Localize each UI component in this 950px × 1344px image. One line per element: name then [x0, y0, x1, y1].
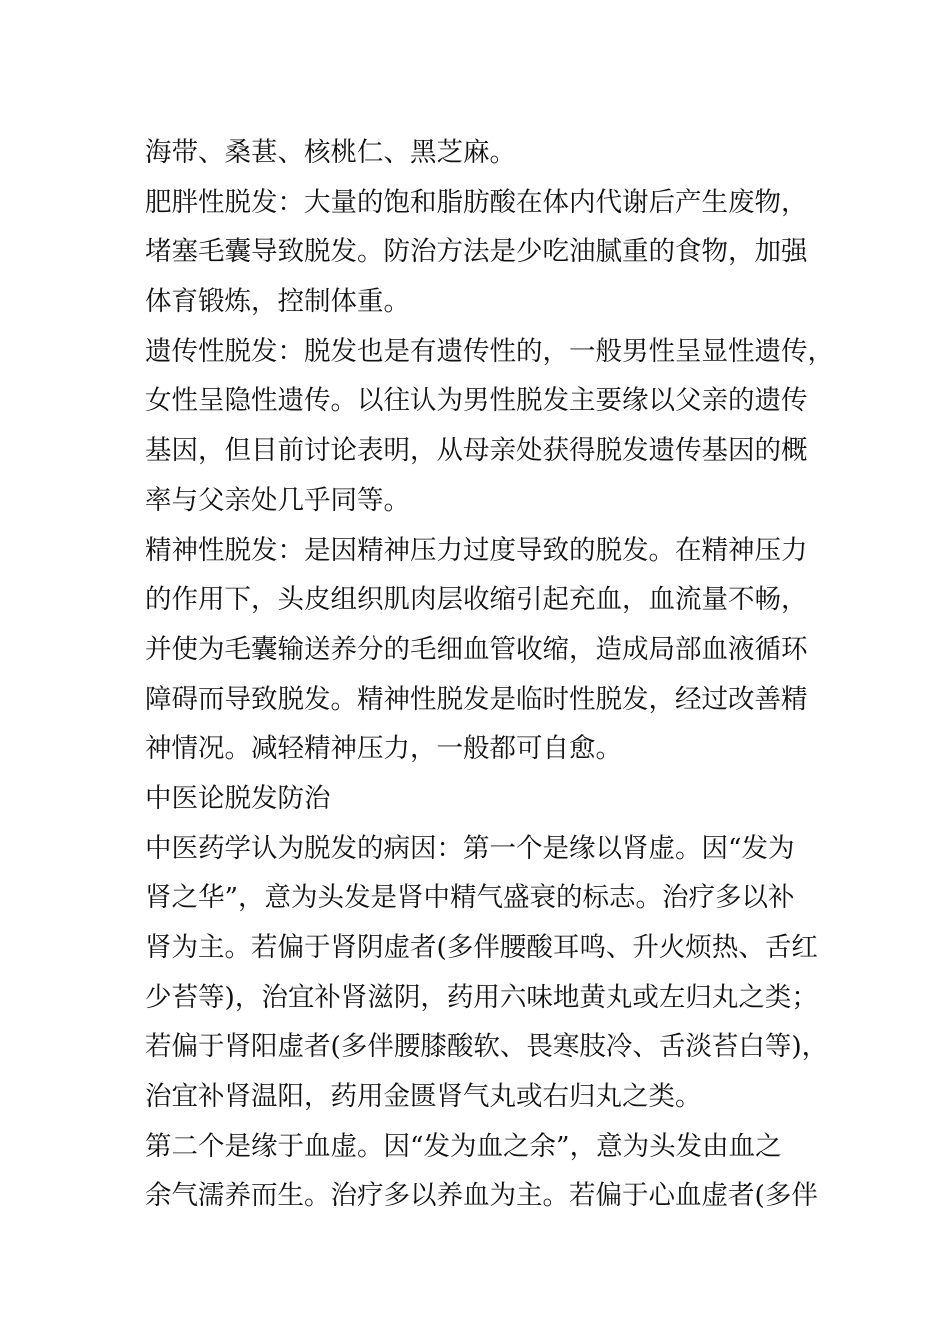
text-line: 率与父亲处几乎同等。 — [145, 484, 410, 516]
text-line: 海带、桑葚、核桃仁、黑芝麻。 — [145, 137, 516, 168]
text-line: 精神性脱发：是因精神压力过度导致的脱发。在精神压力 — [145, 534, 808, 566]
text-line: 堵塞毛囊导致脱发。防治方法是少吃油腻重的食物，加强 — [145, 236, 808, 268]
text-line: 遗传性脱发：脱发也是有遗传性的，一般男性呈显性遗传， — [145, 335, 834, 367]
text-line: 障碍而导致脱发。精神性脱发是临时性脱发，经过改善精 — [145, 683, 808, 715]
text-line: 肥胖性脱发：大量的饱和脂肪酸在体内代谢后产生废物， — [145, 186, 808, 218]
text-line: 并使为毛囊输送养分的毛细血管收缩，造成局部血液循环 — [145, 633, 808, 665]
text-line: 若偏于肾阳虚者(多伴腰膝酸软、畏寒肢冷、舌淡苔白等)， — [145, 1031, 829, 1063]
text-line: 中医药学认为脱发的病因：第一个是缘以肾虚。因“发为 — [145, 832, 795, 864]
text-line: 治宜补肾温阳，药用金匮肾气丸或右归丸之类。 — [145, 1081, 702, 1113]
text-line: 肾之华”，意为头发是肾中精气盛衰的标志。治疗多以补 — [145, 882, 795, 914]
text-line: 神情况。减轻精神压力，一般都可自愈。 — [145, 733, 622, 765]
section-heading: 中医论脱发防治 — [145, 782, 331, 814]
text-line: 基因，但目前讨论表明，从母亲处获得脱发遗传基因的概 — [145, 435, 808, 467]
text-line: 肾为主。若偏于肾阴虚者(多伴腰酸耳鸣、升火烦热、舌红 — [145, 932, 818, 963]
text-line: 的作用下，头皮组织肌肉层收缩引起充血，血流量不畅， — [145, 584, 808, 616]
text-line: 女性呈隐性遗传。以往认为男性脱发主要缘以父亲的遗传 — [145, 385, 808, 417]
text-line: 余气濡养而生。治疗多以养血为主。若偏于心血虚者(多伴 — [145, 1180, 818, 1212]
text-line: 第二个是缘于血虚。因“发为血之余”，意为头发由血之 — [145, 1130, 782, 1162]
body-text — [145, 128, 834, 1221]
text-line: 少苔等)，治宜补肾滋阴，药用六味地黄丸或左归丸之类； — [145, 981, 818, 1013]
text-line: 体育锻炼，控制体重。 — [145, 286, 410, 318]
